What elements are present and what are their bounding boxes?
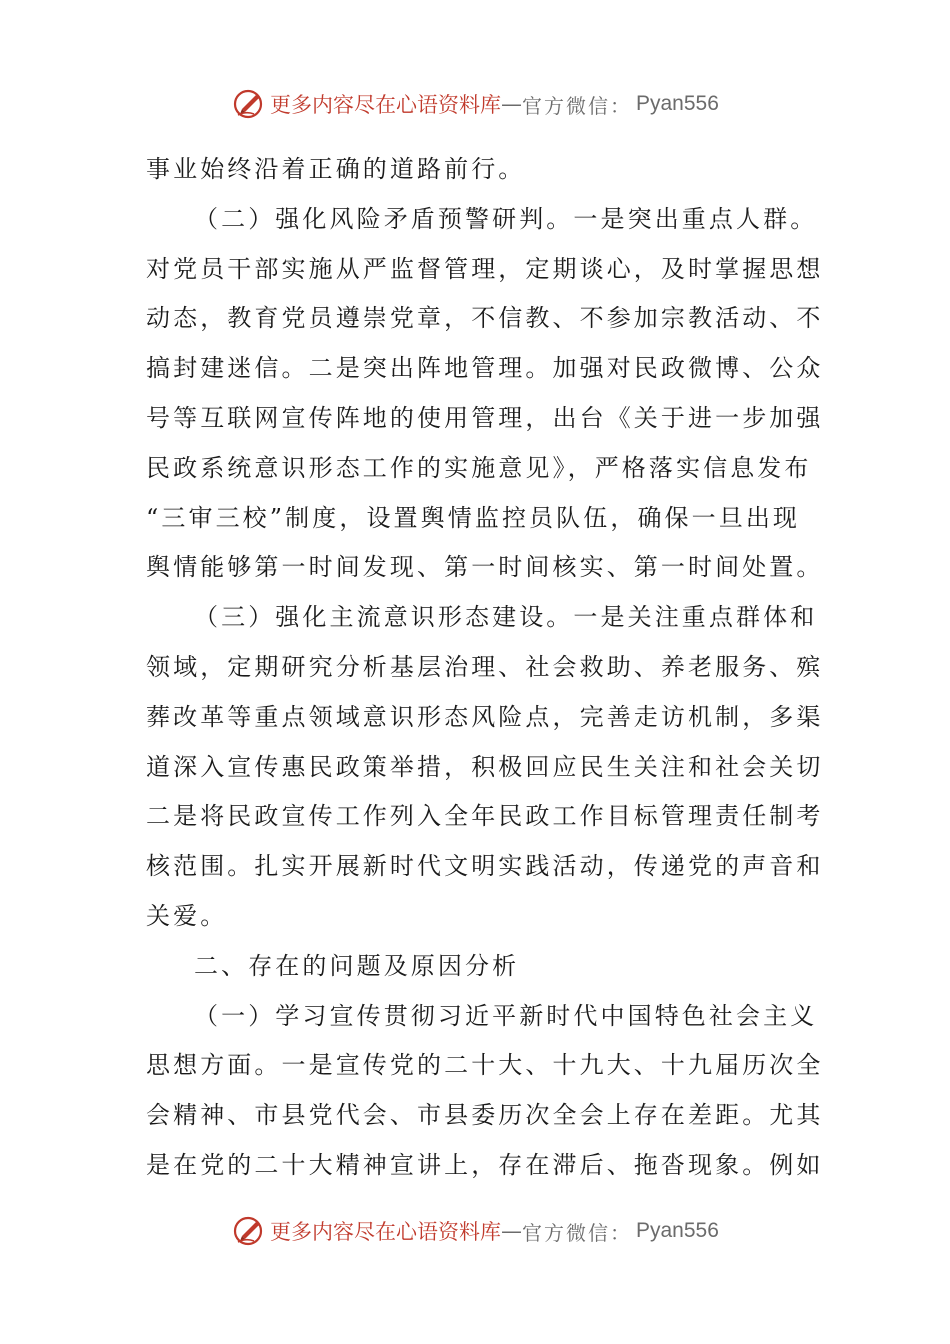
text-line: 思想方面。一是宣传党的二十大、十九大、十九届历次全 — [146, 1051, 824, 1080]
watermark-dash: — — [501, 1219, 522, 1243]
watermark-text: 更多内容尽在心语资料库 — [270, 93, 501, 117]
text-line: 道深入宣传惠民政策举措，积极回应民生关注和社会关切 — [146, 752, 824, 781]
text-line: “三审三校”制度，设置舆情监控员队伍，确保一旦出现 — [146, 503, 801, 532]
text-line: 民政系统意识形态工作的实施意见》，严格落实信息发布 — [146, 453, 812, 482]
text-line: （二）强化风险矛盾预警研判。一是突出重点人群。 — [194, 204, 818, 233]
text-line: 二是将民政宣传工作列入全年民政工作目标管理责任制考 — [146, 802, 824, 831]
watermark-label: 官方微信： — [522, 93, 632, 118]
watermark-text: 更多内容尽在心语资料库 — [270, 1220, 501, 1244]
text-line: （一）学习宣传贯彻习近平新时代中国特色社会主义 — [194, 1001, 818, 1030]
text-line: 舆情能够第一时间发现、第一时间核实、第一时间处置。 — [146, 553, 824, 582]
text-line: 事业始终沿着正确的道路前行。 — [146, 155, 526, 183]
header-watermark — [232, 84, 719, 124]
watermark-dash: — — [501, 92, 522, 116]
text-line: 是在党的二十大精神宣讲上，存在滞后、拖沓现象。例如 — [146, 1150, 824, 1179]
text-line: 领域，定期研究分析基层治理、社会救助、养老服务、殡 — [146, 652, 824, 681]
text-line: （三）强化主流意识形态建设。一是关注重点群体和 — [194, 603, 818, 632]
text-line: 关爱。 — [146, 901, 228, 930]
text-line: 号等互联网宣传阵地的使用管理，出台《关于进一步加强 — [146, 403, 824, 432]
watermark-wechat-id: Pyan556 — [636, 92, 719, 115]
pen-logo-icon — [232, 1214, 266, 1248]
body-text — [146, 145, 824, 1191]
text-line: 动态，教育党员遵崇党章，不信教、不参加宗教活动、不 — [146, 304, 824, 333]
text-line: 会精神、市县党代会、市县委历次全会上存在差距。尤其 — [146, 1101, 824, 1130]
watermark-label: 官方微信： — [522, 1220, 632, 1245]
pen-logo-icon — [232, 87, 266, 121]
watermark-wechat-id: Pyan556 — [636, 1219, 719, 1242]
footer-watermark — [232, 1211, 719, 1251]
text-line: 对党员干部实施从严监督管理，定期谈心，及时掌握思想 — [146, 254, 824, 283]
text-line: 葬改革等重点领域意识形态风险点，完善走访机制，多渠 — [146, 702, 824, 731]
section-heading: 二、存在的问题及原因分析 — [194, 951, 520, 980]
text-line: 搞封建迷信。二是突出阵地管理。加强对民政微博、公众 — [146, 354, 824, 383]
text-line: 核范围。扎实开展新时代文明实践活动，传递党的声音和 — [146, 852, 824, 881]
